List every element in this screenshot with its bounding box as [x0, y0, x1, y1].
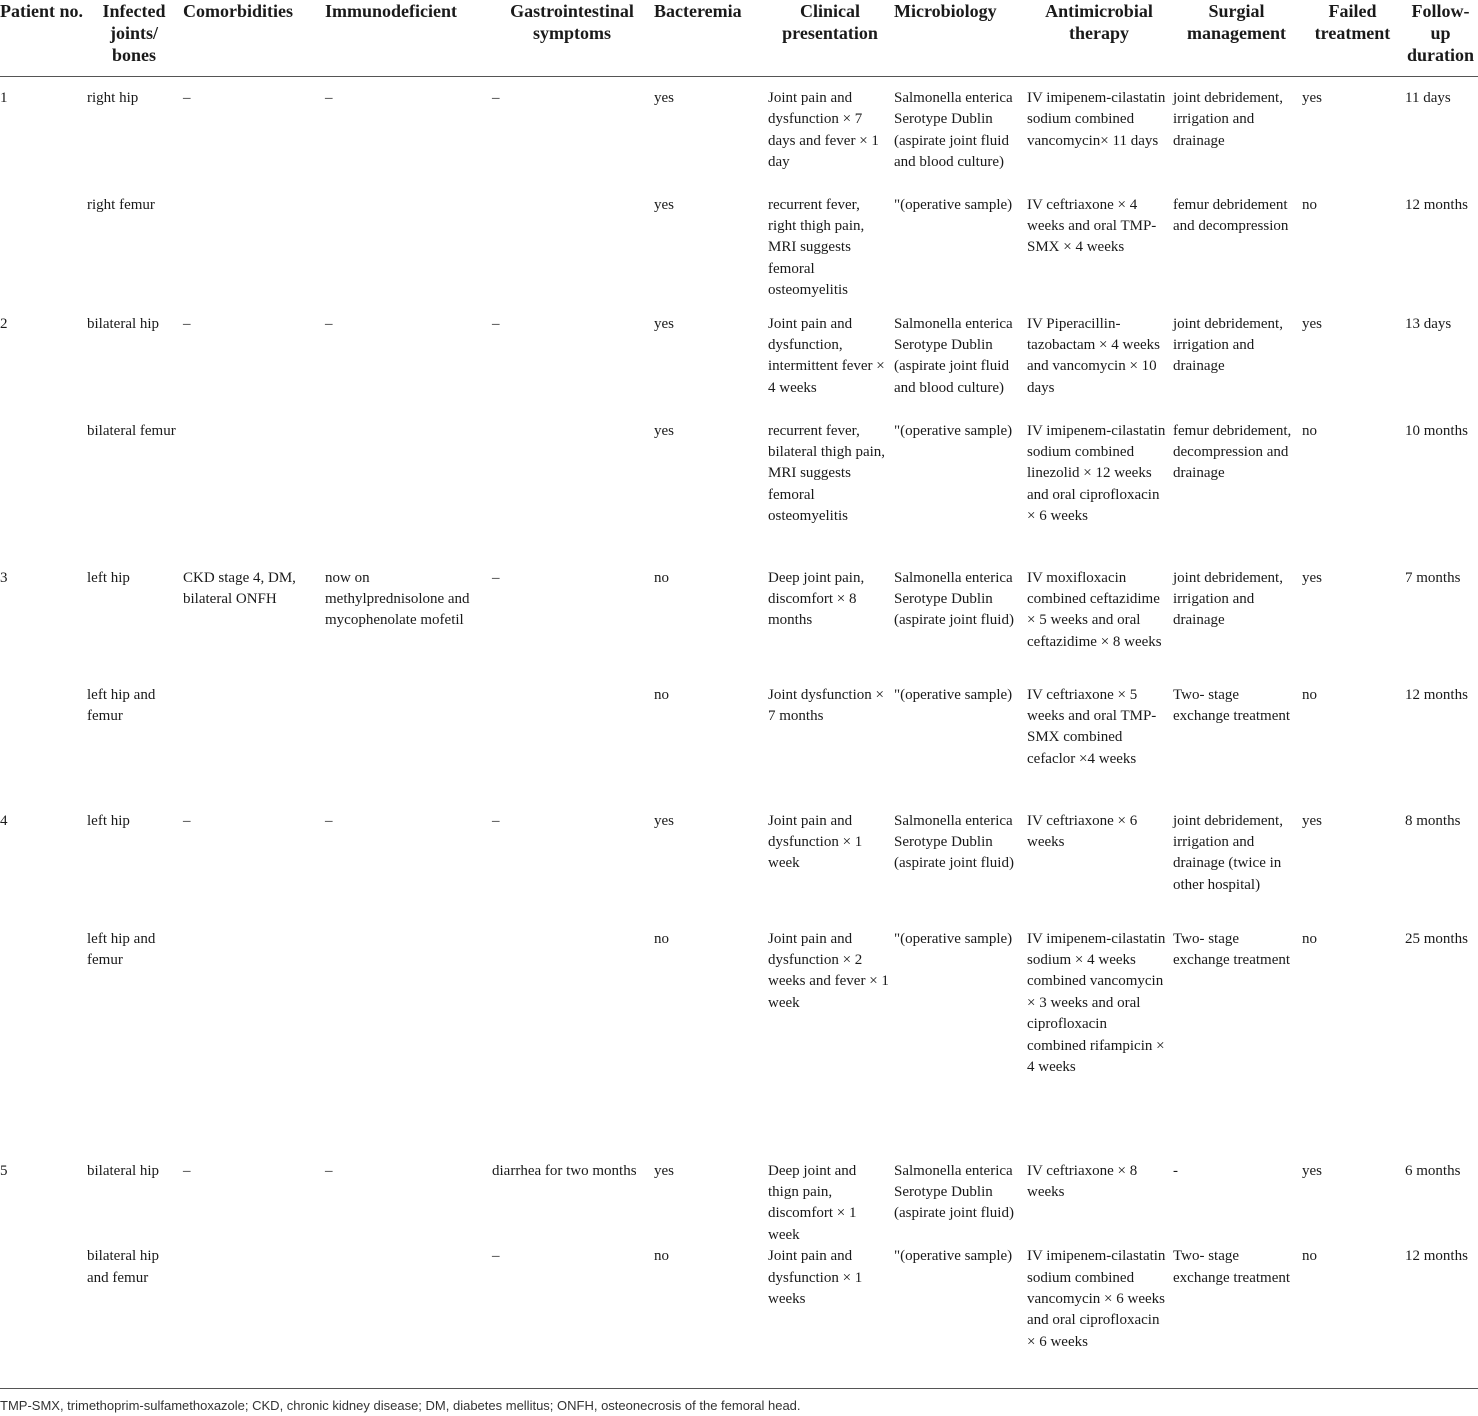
cell-surgical-management: Two- stage exchange treatment: [1173, 686, 1291, 724]
col-header-microbiology: Microbiology: [894, 0, 1027, 77]
table-row: [0, 929, 1478, 1150]
cell-follow-up-duration: 7 months: [1405, 569, 1461, 586]
table-footnote: TMP-SMX, trimethoprim-sulfamethoxazole; CKD, chronic kidney disease; DM, diabetes mellitus; ONFH, osteonecrosis of the femoral head.: [0, 1388, 1478, 1414]
cell-failed-treatment: no: [1302, 422, 1317, 439]
cell-microbiology: Salmonella enterica Serotype Dublin (aspirate joint fluid): [894, 569, 1014, 629]
cell-infected-joints: bilateral hip: [87, 1162, 160, 1179]
cell-antimicrobial-therapy: IV ceftriaxone × 8 weeks: [1027, 1162, 1138, 1200]
cell-clinical-presentation: recurrent fever, bilateral thigh pain, MRI suggests femoral osteomyelitis: [768, 422, 886, 525]
cell-patient-no: [0, 1246, 87, 1406]
cell-patient-no: 1: [0, 90, 8, 106]
cell-comorbidities: –: [183, 1162, 191, 1179]
cell-failed-treatment: no: [1302, 1248, 1317, 1265]
cell-clinical-presentation: Joint pain and dysfunction, intermittent fever × 4 weeks: [768, 315, 885, 396]
cell-failed-treatment: no: [1302, 686, 1317, 703]
cell-comorbidities: [183, 685, 325, 800]
col-header-gastrointestinal-symptoms: Gastrointestinal symptoms: [492, 0, 654, 77]
cell-gastrointestinal-symptoms: diarrhea for two months: [492, 1162, 637, 1179]
cell-comorbidities: [183, 421, 325, 557]
cell-comorbidities: –: [183, 812, 191, 829]
cell-immunodeficient: [325, 1246, 492, 1406]
table-row: [0, 1246, 1478, 1406]
cell-antimicrobial-therapy: IV imipenem-cilastatin sodium combined linezolid × 12 weeks and oral ciprofloxacin × 6 weeks: [1027, 422, 1166, 525]
cell-microbiology: Salmonella enterica Serotype Dublin (aspirate joint fluid and blood culture): [894, 90, 1013, 171]
cell-antimicrobial-therapy: IV imipenem-cilastatin sodium combined vancomycin × 6 weeks and oral ciprofloxacin × 6 weeks: [1027, 1248, 1166, 1350]
cell-follow-up-duration: 6 months: [1405, 1162, 1461, 1179]
cell-bacteremia: yes: [654, 812, 674, 829]
cell-patient-no: 2: [0, 315, 8, 332]
cell-antimicrobial-therapy: IV ceftriaxone × 5 weeks and oral TMP-SMX combined cefaclor ×4 weeks: [1027, 686, 1157, 767]
cell-infected-joints: right hip: [87, 90, 139, 106]
cell-clinical-presentation: Deep joint and thign pain, discomfort × 1 week: [768, 1162, 857, 1243]
cell-bacteremia: no: [654, 1248, 669, 1265]
cell-clinical-presentation: Joint dysfunction × 7 months: [768, 686, 884, 724]
cell-patient-no: [0, 421, 87, 557]
cell-gastrointestinal-symptoms: –: [492, 315, 500, 332]
table-row: [0, 421, 1478, 557]
cell-immunodeficient: [325, 195, 492, 303]
col-header-follow-up-duration: Follow-up duration: [1405, 0, 1478, 77]
col-header-clinical-presentation: Clinical presentation: [768, 0, 894, 77]
col-header-comorbidities: Comorbidities: [183, 0, 325, 77]
cell-gastrointestinal-symptoms: –: [492, 1248, 500, 1265]
cell-failed-treatment: no: [1302, 930, 1317, 947]
cell-surgical-management: femur debridement, decompression and drainage: [1173, 422, 1292, 482]
cell-immunodeficient: [325, 685, 492, 800]
cell-gastrointestinal-symptoms: –: [492, 569, 500, 586]
cell-microbiology: "(operative sample): [894, 422, 1013, 439]
cell-gastrointestinal-symptoms: [492, 929, 654, 1150]
cell-surgical-management: joint debridement, irrigation and drainage: [1173, 90, 1283, 149]
table-row: [0, 195, 1478, 303]
cell-failed-treatment: yes: [1302, 812, 1322, 829]
cell-immunodeficient: –: [325, 90, 333, 106]
cell-antimicrobial-therapy: IV Piperacillin-tazobactam × 4 weeks and vancomycin × 10 days: [1027, 315, 1160, 396]
cell-follow-up-duration: 12 months: [1405, 686, 1468, 703]
cell-bacteremia: yes: [654, 90, 674, 106]
header-row: [0, 0, 1478, 77]
col-header-infected-joints: Infected joints/ bones: [87, 0, 183, 77]
cell-gastrointestinal-symptoms: –: [492, 812, 500, 829]
col-header-immunodeficient: Immunodeficient: [325, 0, 492, 77]
cell-patient-no: [0, 929, 87, 1150]
cell-immunodeficient: [325, 421, 492, 557]
cell-follow-up-duration: 25 months: [1405, 930, 1468, 947]
table-row: [0, 303, 1478, 421]
cell-surgical-management: joint debridement, irrigation and drainage: [1173, 569, 1283, 629]
cell-bacteremia: no: [654, 686, 669, 703]
cell-bacteremia: yes: [654, 1162, 674, 1179]
cell-bacteremia: yes: [654, 422, 674, 439]
cell-microbiology: Salmonella enterica Serotype Dublin (aspirate joint fluid and blood culture): [894, 315, 1013, 396]
cell-gastrointestinal-symptoms: [492, 421, 654, 557]
cell-immunodeficient: now on methylprednisolone and mycophenolate mofetil: [325, 569, 470, 629]
cell-infected-joints: left hip: [87, 812, 130, 829]
cell-immunodeficient: –: [325, 812, 333, 829]
table-body: [0, 77, 1478, 1407]
cell-failed-treatment: yes: [1302, 90, 1322, 106]
cell-failed-treatment: yes: [1302, 1162, 1322, 1179]
table-row: [0, 685, 1478, 800]
cell-immunodeficient: –: [325, 1162, 333, 1179]
cell-patient-no: 3: [0, 569, 8, 586]
cell-surgical-management: femur debridement and decompression: [1173, 196, 1289, 234]
cell-immunodeficient: –: [325, 315, 333, 332]
cell-surgical-management: -: [1173, 1162, 1178, 1179]
cell-bacteremia: no: [654, 930, 669, 947]
table-row: [0, 800, 1478, 929]
cell-comorbidities: [183, 1246, 325, 1406]
cell-patient-no: [0, 195, 87, 303]
cell-antimicrobial-therapy: IV imipenem-cilastatin sodium × 4 weeks combined vancomycin × 3 weeks and oral ciprofloxacin combined rifampicin × 4 weeks: [1027, 930, 1166, 1075]
cell-gastrointestinal-symptoms: –: [492, 90, 500, 106]
cell-immunodeficient: [325, 929, 492, 1150]
cell-microbiology: "(operative sample): [894, 686, 1013, 703]
cell-microbiology: Salmonella enterica Serotype Dublin (aspirate joint fluid): [894, 812, 1014, 872]
table-row: [0, 77, 1478, 195]
table-row: [0, 1150, 1478, 1247]
cell-surgical-management: joint debridement, irrigation and drainage (twice in other hospital): [1173, 812, 1283, 893]
cell-microbiology: "(operative sample): [894, 1248, 1013, 1265]
cell-comorbidities: –: [183, 90, 191, 106]
cell-antimicrobial-therapy: IV moxifloxacin combined ceftazidime × 5 weeks and oral ceftazidime × 8 weeks: [1027, 569, 1162, 650]
cell-failed-treatment: yes: [1302, 315, 1322, 332]
cell-microbiology: "(operative sample): [894, 196, 1013, 213]
cell-clinical-presentation: Joint pain and dysfunction × 1 week: [768, 812, 863, 872]
col-header-failed-treatment: Failed treatment: [1302, 0, 1405, 77]
cell-infected-joints: right femur: [87, 196, 155, 213]
cell-failed-treatment: no: [1302, 196, 1317, 213]
cell-infected-joints: bilateral hip and femur: [87, 1248, 160, 1286]
cell-follow-up-duration: 8 months: [1405, 812, 1461, 829]
cell-antimicrobial-therapy: IV ceftriaxone × 6 weeks: [1027, 812, 1138, 850]
cell-gastrointestinal-symptoms: [492, 685, 654, 800]
cell-infected-joints: left hip and femur: [87, 686, 156, 724]
cell-antimicrobial-therapy: IV imipenem-cilastatin sodium combined vancomycin× 11 days: [1027, 90, 1166, 149]
col-header-surgical-management: Surgial management: [1173, 0, 1302, 77]
cell-infected-joints: bilateral femur: [87, 422, 176, 439]
cell-follow-up-duration: 13 days: [1405, 315, 1452, 332]
cell-bacteremia: yes: [654, 315, 674, 332]
table-row: [0, 557, 1478, 685]
cell-patient-no: 5: [0, 1162, 8, 1179]
cell-clinical-presentation: Deep joint pain, discomfort × 8 months: [768, 569, 865, 629]
cell-comorbidities: [183, 195, 325, 303]
cell-gastrointestinal-symptoms: [492, 195, 654, 303]
col-header-patient-no: Patient no.: [0, 0, 87, 77]
cell-surgical-management: Two- stage exchange treatment: [1173, 930, 1291, 968]
cell-comorbidities: [183, 929, 325, 1150]
cell-bacteremia: yes: [654, 196, 674, 213]
cell-clinical-presentation: recurrent fever, right thigh pain, MRI suggests femoral osteomyelitis: [768, 196, 865, 299]
cell-microbiology: Salmonella enterica Serotype Dublin (aspirate joint fluid): [894, 1162, 1014, 1222]
cell-follow-up-duration: 10 months: [1405, 422, 1468, 439]
cell-infected-joints: left hip and femur: [87, 930, 156, 968]
cell-clinical-presentation: Joint pain and dysfunction × 2 weeks and fever × 1 week: [768, 930, 889, 1011]
col-header-antimicrobial-therapy: Antimicrobial therapy: [1027, 0, 1173, 77]
cell-microbiology: "(operative sample): [894, 930, 1013, 947]
cell-infected-joints: left hip: [87, 569, 130, 586]
col-header-bacteremia: Bacteremia: [654, 0, 768, 77]
cell-follow-up-duration: 12 months: [1405, 196, 1468, 213]
cell-infected-joints: bilateral hip: [87, 315, 160, 332]
cell-comorbidities: CKD stage 4, DM, bilateral ONFH: [183, 569, 296, 607]
cell-surgical-management: Two- stage exchange treatment: [1173, 1248, 1291, 1286]
cell-surgical-management: joint debridement, irrigation and drainage: [1173, 315, 1283, 375]
cell-patient-no: 4: [0, 812, 8, 829]
cell-comorbidities: –: [183, 315, 191, 332]
cell-bacteremia: no: [654, 569, 669, 586]
cell-antimicrobial-therapy: IV ceftriaxone × 4 weeks and oral TMP-SMX × 4 weeks: [1027, 196, 1157, 256]
cell-follow-up-duration: 11 days: [1405, 90, 1451, 106]
cell-clinical-presentation: Joint pain and dysfunction × 1 weeks: [768, 1248, 863, 1307]
cell-follow-up-duration: 12 months: [1405, 1248, 1468, 1265]
cell-clinical-presentation: Joint pain and dysfunction × 7 days and fever × 1 day: [768, 90, 879, 171]
cell-failed-treatment: yes: [1302, 569, 1322, 586]
cell-patient-no: [0, 685, 87, 800]
